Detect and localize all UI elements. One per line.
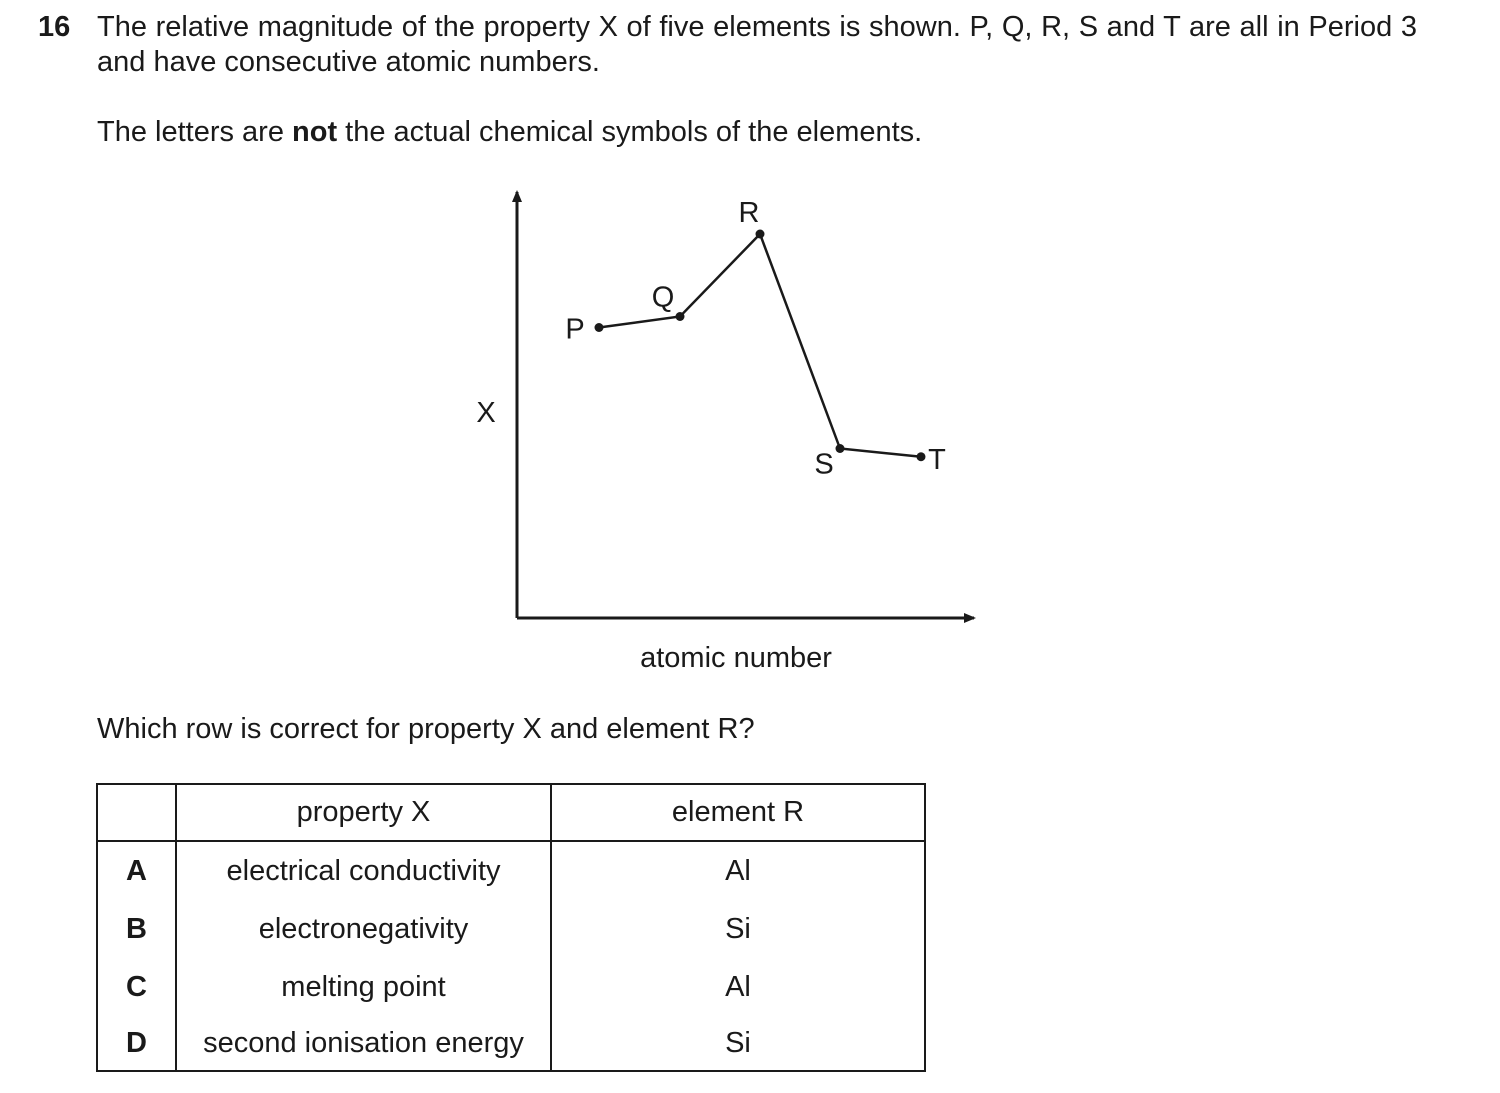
- point-label-s: S: [814, 448, 834, 481]
- note-text-after: the actual chemical symbols of the elements.: [337, 116, 923, 148]
- option-element: Si: [551, 900, 925, 958]
- option-element: Al: [551, 841, 925, 900]
- option-row-b[interactable]: [97, 900, 925, 958]
- header-property: property X: [176, 784, 551, 841]
- point-label-q: Q: [651, 281, 675, 314]
- note-text-before: The letters are: [97, 116, 293, 148]
- option-row-d[interactable]: [97, 1016, 925, 1071]
- point-r: [756, 230, 765, 239]
- point-s: [836, 444, 845, 453]
- point-p: [595, 323, 604, 332]
- option-element: Al: [551, 958, 925, 1016]
- option-property: second ionisation energy: [176, 1016, 551, 1071]
- header-letter-cell: [97, 784, 176, 841]
- answer-table: [96, 783, 926, 1072]
- option-letter: D: [97, 1016, 176, 1071]
- point-q: [676, 312, 685, 321]
- option-row-a[interactable]: [97, 841, 925, 900]
- point-label-r: R: [738, 197, 760, 229]
- option-letter: A: [97, 841, 176, 900]
- y-axis-label: X: [476, 397, 496, 429]
- option-letter: C: [97, 958, 176, 1016]
- header-element: element R: [551, 784, 925, 841]
- option-row-c[interactable]: [97, 958, 925, 1016]
- property-line: [599, 234, 921, 457]
- x-axis-label: atomic number: [640, 642, 832, 674]
- question-prompt: Which row is correct for property X and element R?: [97, 713, 755, 745]
- point-label-p: P: [565, 313, 585, 346]
- option-letter: B: [97, 900, 176, 958]
- option-element: Si: [551, 1016, 925, 1071]
- point-label-t: T: [928, 443, 946, 476]
- table-header-row: [97, 784, 925, 841]
- point-t: [917, 452, 926, 461]
- note-text-bold: not: [292, 116, 338, 148]
- option-property: electrical conductivity: [176, 841, 551, 900]
- question-stem: The relative magnitude of the property X of five elements is shown. P, Q, R, S and T are all in Period 3 and have consecutive atomic numbers.: [97, 11, 1417, 78]
- question-number: 16: [38, 11, 71, 43]
- option-property: electronegativity: [176, 900, 551, 958]
- option-property: melting point: [176, 958, 551, 1016]
